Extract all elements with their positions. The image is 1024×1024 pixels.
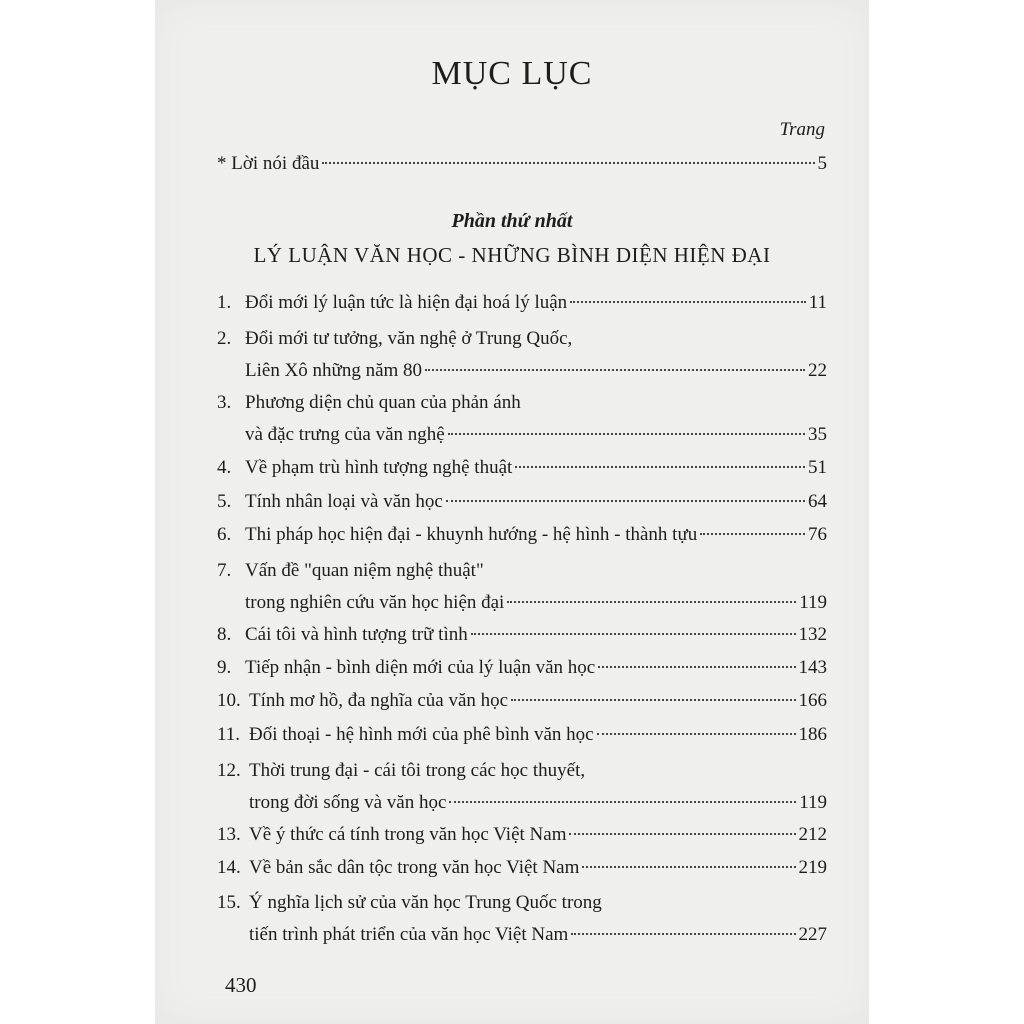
toc-entry [217, 489, 827, 515]
toc-entry [217, 558, 827, 616]
toc-entry [217, 822, 827, 848]
toc-entry-title: Về phạm trù hình tượng nghệ thuật [245, 457, 513, 478]
toc-entry-title: tiến trình phát triển của văn học Việt Nam [249, 924, 569, 945]
toc-entry-number: 1. [217, 292, 232, 313]
toc-entry-page: 212 [798, 824, 827, 845]
toc-entry-title: Liên Xô những năm 80 [245, 360, 423, 381]
toc-entry-number: 9. [217, 657, 232, 678]
toc-entry-page: 166 [798, 690, 827, 711]
dot-leader [448, 433, 805, 435]
toc-entry-page: 51 [808, 457, 827, 478]
toc-entry [217, 455, 827, 481]
toc-entry-title: trong nghiên cứu văn học hiện đại [245, 592, 505, 613]
toc-entry-number: 2. [217, 328, 232, 349]
toc-entry-number: 13. [217, 824, 241, 845]
page-number: 430 [225, 973, 257, 997]
toc-entry-page: 35 [808, 424, 827, 445]
dot-leader [571, 933, 795, 935]
toc-entry-page: 143 [798, 657, 827, 678]
toc-entry-number: 6. [217, 524, 232, 545]
dot-leader [700, 533, 805, 535]
dot-leader [569, 833, 795, 835]
toc-entry-title: Đối thoại - hệ hình mới của phê bình văn học [249, 724, 594, 745]
toc-entry-title: Đổi mới tư tưởng, văn nghệ ở Trung Quốc, [245, 328, 573, 349]
toc-entry-number: 5. [217, 491, 232, 512]
toc-entry-title: Phương diện chủ quan của phản ánh [245, 392, 521, 413]
toc-entry-number: 7. [217, 560, 232, 581]
dot-leader [471, 633, 796, 635]
toc-entry-title: trong đời sống và văn học [249, 792, 447, 813]
toc-entry [217, 758, 827, 816]
toc-entry [217, 722, 827, 748]
dot-leader [449, 801, 796, 803]
toc-entry-title: Đổi mới lý luận tức là hiện đại hoá lý luận [245, 292, 568, 313]
toc-entry [217, 622, 827, 648]
toc-entry-page: 64 [808, 491, 827, 512]
toc-entry-number: 8. [217, 624, 232, 645]
page-column-label: Trang [779, 119, 825, 140]
toc-entry-title: Về bản sắc dân tộc trong văn học Việt Nam [249, 857, 580, 878]
toc-entry [217, 390, 827, 448]
toc-entry [217, 522, 827, 548]
toc-entry-title: Tính mơ hồ, đa nghĩa của văn học [249, 690, 509, 711]
toc-entry-page: 119 [799, 592, 827, 613]
toc-entry-title: Tiếp nhận - bình diện mới của lý luận văn học [245, 657, 596, 678]
toc-entry-number: 4. [217, 457, 232, 478]
toc-entry-page: 219 [798, 857, 827, 878]
toc-entry-number: 15. [217, 892, 241, 913]
part-title: LÝ LUẬN VĂN HỌC - NHỮNG BÌNH DIỆN HIỆN ĐẠI [253, 243, 771, 267]
toc-entry-number: 14. [217, 857, 241, 878]
toc-entry-page: 76 [808, 524, 827, 545]
toc-preface-label: * Lời nói đầu [217, 153, 320, 174]
dot-leader [515, 466, 805, 468]
dot-leader [507, 601, 796, 603]
toc-entry [217, 688, 827, 714]
toc-entry-page: 119 [799, 792, 827, 813]
toc-entry-title: Về ý thức cá tính trong văn học Việt Nam [249, 824, 567, 845]
toc-entry-title: và đặc trưng của văn nghệ [245, 424, 445, 445]
dot-leader [446, 500, 805, 502]
toc-entry-title: Thời trung đại - cái tôi trong các học thuyết, [249, 760, 586, 781]
dot-leader [570, 301, 806, 303]
dot-leader [582, 866, 795, 868]
toc-entry-title: Tính nhân loại và văn học [245, 491, 443, 512]
toc-entry [217, 655, 827, 681]
toc-entry-number: 3. [217, 392, 232, 413]
toc-entry-page: 186 [798, 724, 827, 745]
toc-entry-page: 132 [798, 624, 827, 645]
toc-entry-page: 11 [808, 292, 827, 313]
toc-entry-title: Thi pháp học hiện đại - khuynh hướng - hệ hình - thành tựu [245, 524, 698, 545]
dot-leader [598, 666, 795, 668]
toc-entry [217, 326, 827, 384]
toc-entry [217, 890, 827, 948]
toc-entry-number: 12. [217, 760, 241, 781]
page-title: MỤC LỤC [431, 55, 593, 92]
dot-leader [425, 369, 805, 371]
book-page [155, 0, 869, 1024]
toc-entry-number: 10. [217, 690, 241, 711]
toc-entry-page: 227 [798, 924, 827, 945]
dot-leader [322, 162, 814, 164]
part-subtitle: Phần thứ nhất [451, 210, 573, 232]
toc-entry [217, 290, 827, 316]
toc-entry-number: 11. [217, 724, 241, 745]
toc-entry [217, 855, 827, 881]
dot-leader [597, 733, 796, 735]
toc-entry-page: 22 [808, 360, 827, 381]
toc-entry-title: Cái tôi và hình tượng trữ tình [245, 624, 468, 645]
toc-entry-title: Vấn đề "quan niệm nghệ thuật" [245, 560, 484, 581]
toc-preface [217, 151, 827, 177]
dot-leader [511, 699, 795, 701]
toc-entry-title: Ý nghĩa lịch sử của văn học Trung Quốc trong [249, 892, 602, 913]
toc-preface-page: 5 [817, 153, 827, 174]
